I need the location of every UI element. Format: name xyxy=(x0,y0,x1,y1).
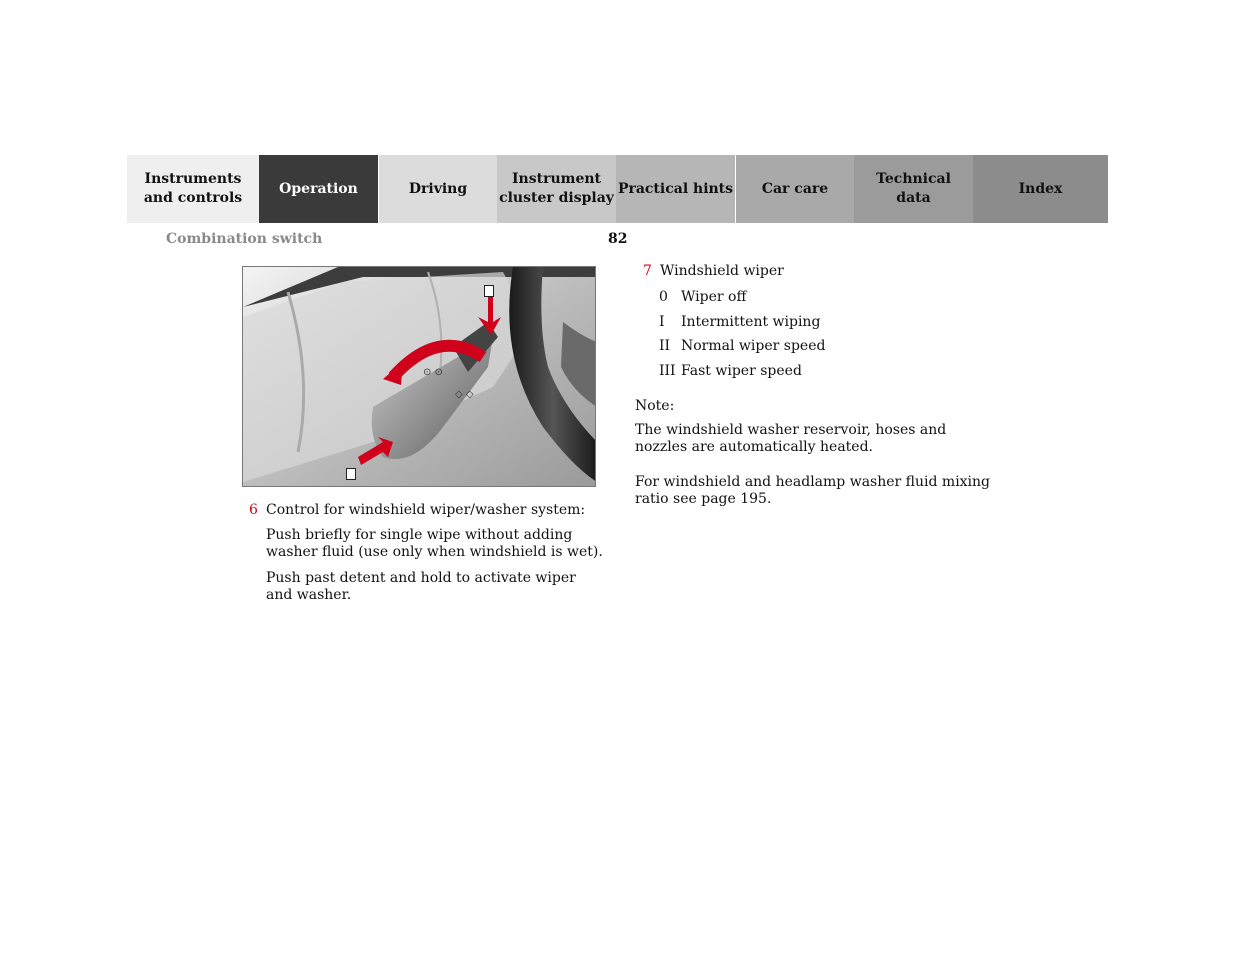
label-box-7 xyxy=(484,285,494,297)
position-key: 0 xyxy=(659,289,668,305)
tab-label: Instrument cluster display xyxy=(499,171,614,206)
tab-label: Practical hints xyxy=(617,180,734,197)
tab-label: Driving xyxy=(408,180,468,197)
tab-car-care[interactable] xyxy=(735,155,854,223)
position-key: II xyxy=(659,338,671,354)
item-number-7: 7 xyxy=(643,263,652,279)
paragraph-single-wipe: Push briefly for single wipe without adding washer fluid (use only when windshield is wet). xyxy=(266,527,603,560)
note-text: The windshield washer reservoir, hoses and nozzles are automatically heated. xyxy=(635,422,947,455)
item-title-6: Control for windshield wiper/washer system: xyxy=(266,502,586,518)
tab-operation[interactable] xyxy=(259,155,378,223)
tab-driving[interactable] xyxy=(378,155,497,223)
tab-label: Operation xyxy=(279,180,358,197)
item-number-6: 6 xyxy=(249,502,258,518)
page-number: 82 xyxy=(608,231,628,247)
position-label: Normal wiper speed xyxy=(681,338,826,354)
tab-index[interactable] xyxy=(973,155,1108,223)
item-title-7: Windshield wiper xyxy=(660,263,784,279)
svg-text:◇ ◇: ◇ ◇ xyxy=(455,389,474,400)
label-box-6 xyxy=(346,468,356,480)
tab-label: Index xyxy=(1018,180,1063,197)
section-title: Combination switch xyxy=(166,231,323,247)
tab-instruments-and-controls[interactable] xyxy=(127,155,259,223)
tab-label: Instruments and controls xyxy=(143,171,243,206)
position-label: Fast wiper speed xyxy=(681,363,802,379)
tab-label: Technical data xyxy=(876,171,951,206)
tab-label: Car care xyxy=(761,180,829,197)
wiper-position-row xyxy=(659,338,909,355)
chapter-nav xyxy=(127,155,1108,223)
wiper-position-row xyxy=(659,289,909,306)
tab-technical-data[interactable] xyxy=(854,155,973,223)
position-label: Intermittent wiping xyxy=(681,314,821,330)
switch-drawing xyxy=(243,267,596,487)
note-text-mixing-ratio: For windshield and headlamp washer fluid mixing ratio see page 195. xyxy=(635,474,991,507)
wiper-position-row xyxy=(659,314,909,331)
position-key: I xyxy=(659,314,665,330)
tab-practical-hints[interactable] xyxy=(616,155,735,223)
position-key: III xyxy=(659,363,676,379)
combination-switch-illustration xyxy=(242,266,596,487)
tab-instrument-cluster-display[interactable] xyxy=(497,155,616,223)
wiper-position-row xyxy=(659,363,909,380)
svg-text:⊙ ⊙: ⊙ ⊙ xyxy=(423,367,443,378)
position-label: Wiper off xyxy=(681,289,747,305)
note-label: Note: xyxy=(635,398,675,414)
paragraph-wiper-washer: Push past detent and hold to activate wiper and washer. xyxy=(266,570,576,603)
